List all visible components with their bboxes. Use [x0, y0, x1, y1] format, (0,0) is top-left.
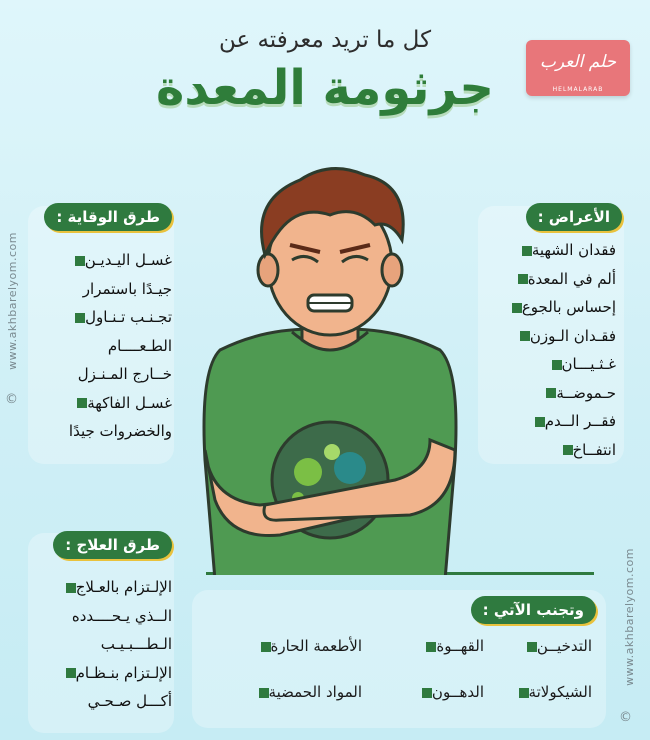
avoid-item-text: التدخيــن [536, 637, 592, 655]
prevention-line [53, 275, 172, 304]
bullet-square-icon [512, 303, 522, 313]
bullet-square-icon [546, 388, 556, 398]
prevention-line-text: خــارج المـنـزل [77, 365, 172, 383]
symptom-text: فقدان الشهية [531, 241, 616, 259]
avoid-item [212, 682, 362, 702]
symptom-text: حـموضــة [556, 383, 616, 402]
symptom-text: فقــر الــدم [544, 412, 616, 430]
treatment-line-text: الـطـــبـيـب [100, 635, 172, 653]
bullet-square-icon [261, 642, 271, 652]
symptoms-list [506, 236, 616, 464]
bullet-square-icon [66, 583, 76, 593]
symptom-text: إحساس بالجوع [521, 298, 616, 316]
symptom-item [506, 379, 616, 408]
treatment-line [56, 573, 172, 602]
copyright-icon-right: © [619, 710, 632, 725]
symptom-item [506, 293, 616, 322]
prevention-line-text: غسـل اليـديـن [84, 251, 172, 269]
prevention-line [53, 389, 172, 418]
treatment-line-text: الإلـتزام بالعـلاج [75, 578, 172, 596]
symptom-text: انتفــاخ [572, 440, 616, 459]
prevention-line [53, 303, 172, 332]
bullet-square-icon [75, 256, 85, 266]
symptom-item [506, 436, 616, 465]
prevention-line-text: الطـعــــام [107, 336, 172, 355]
avoid-item [484, 682, 592, 702]
treatment-line [56, 659, 172, 688]
avoid-item-text: المواد الحمضية [268, 683, 362, 701]
symptom-item [506, 350, 616, 379]
page-title: جرثومة المعدة [156, 60, 494, 116]
avoid-item [484, 636, 592, 656]
treatment-line [56, 630, 172, 659]
symptom-item [506, 407, 616, 436]
bullet-square-icon [552, 360, 562, 370]
avoid-item-text: القهــوة [436, 637, 484, 655]
bullet-square-icon [75, 313, 85, 323]
bullet-square-icon [563, 445, 573, 455]
man-stomach-ache-illustration [180, 160, 480, 575]
bullet-square-icon [520, 331, 530, 341]
prevention-line [53, 246, 172, 275]
symptom-item [506, 236, 616, 265]
symptom-text: ألم في المعدة [527, 269, 616, 288]
prevention-line [53, 417, 172, 446]
bullet-square-icon [527, 642, 537, 652]
avoid-item-text: الدهــون [431, 683, 484, 701]
prevention-list [53, 246, 172, 446]
prevention-line-text: تجـنـب تـنـاول [85, 308, 172, 326]
bullet-square-icon [522, 246, 532, 256]
symptom-text: غـثـيـــان [561, 355, 616, 373]
treatment-line-text: الــذي يـحــــدده [71, 606, 172, 625]
avoid-heading: وتجنب الآتي : [471, 596, 596, 624]
prevention-heading: طرق الوقاية : [44, 203, 172, 231]
prevention-line-text: والخضروات جيدًا [68, 422, 172, 440]
treatment-line [56, 602, 172, 631]
prevention-line [53, 360, 172, 389]
bullet-square-icon [518, 274, 528, 284]
prevention-line-text: غسـل الفاكهة [87, 393, 172, 412]
copyright-icon-left: © [5, 392, 18, 407]
bullet-square-icon [519, 688, 529, 698]
bullet-square-icon [259, 688, 269, 698]
bullet-square-icon [77, 398, 87, 408]
avoid-item-text: الشيكولاتة [528, 683, 592, 701]
treatment-heading: طرق العلاج : [53, 531, 172, 559]
logo-subtext: HELMALARAB [552, 86, 604, 93]
logo-text: حلم العرب [539, 52, 617, 72]
bullet-square-icon [535, 417, 545, 427]
treatment-line-text: الإلـتزام بنـظـام [75, 663, 172, 682]
bullet-square-icon [426, 642, 436, 652]
avoid-item [212, 636, 362, 656]
avoid-item [362, 682, 484, 702]
avoid-item [362, 636, 484, 656]
symptom-item [506, 322, 616, 351]
page-subtitle: كل ما تريد معرفته عن [218, 27, 432, 53]
bullet-square-icon [422, 688, 432, 698]
prevention-line [53, 332, 172, 361]
treatment-list [56, 573, 172, 716]
symptom-item [506, 265, 616, 294]
avoid-item-text: الأطعمة الحارة [270, 637, 362, 655]
site-watermark-right: www.akhbarelyom.com [623, 548, 636, 686]
avoid-items [212, 636, 592, 702]
symptom-text: فقـدان الـوزن [529, 326, 616, 345]
treatment-line [56, 687, 172, 716]
symptoms-heading: الأعراض : [526, 203, 622, 231]
bullet-square-icon [66, 668, 76, 678]
prevention-line-text: جيـدًا باستمرار [82, 279, 172, 298]
site-watermark-left: www.akhbarelyom.com [6, 232, 19, 370]
treatment-line-text: أكـــل صـحـي [87, 692, 172, 710]
